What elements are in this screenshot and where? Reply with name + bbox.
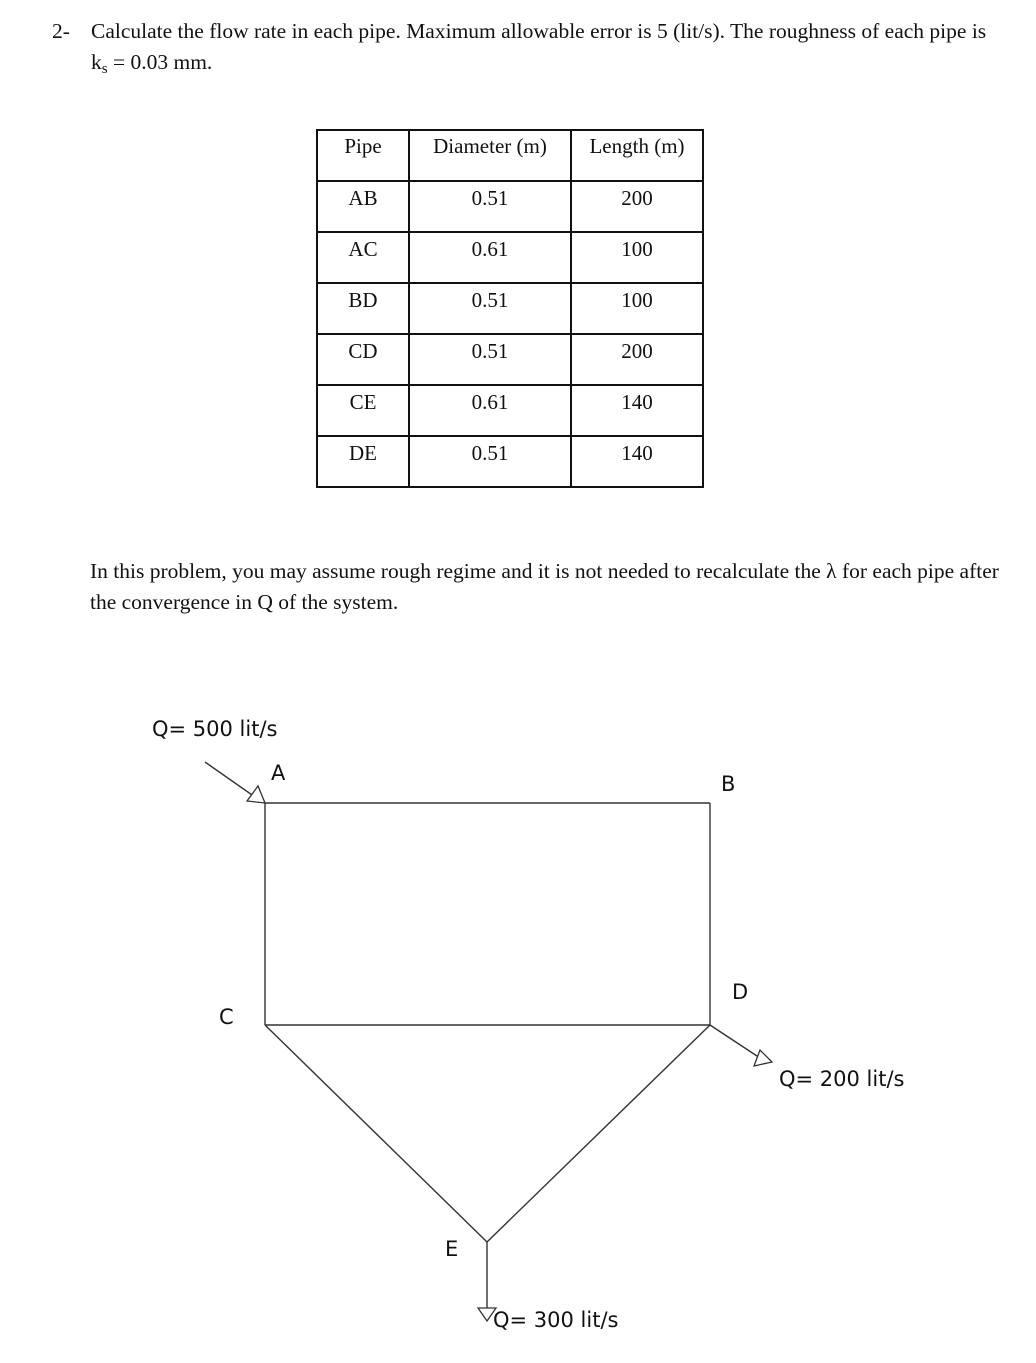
cell-diameter: 0.61 [409, 385, 571, 436]
cell-diameter: 0.61 [409, 232, 571, 283]
cell-pipe: CD [317, 334, 409, 385]
cell-length: 100 [571, 232, 703, 283]
header-length: Length (m) [571, 130, 703, 181]
outflow-arrow-d [710, 1025, 772, 1066]
cell-pipe: AC [317, 232, 409, 283]
problem-text-part2: = 0.03 mm. [107, 50, 213, 74]
roughness-subscript: s [101, 61, 108, 77]
cell-diameter: 0.51 [409, 334, 571, 385]
cell-pipe: BD [317, 283, 409, 334]
node-label-b: B [721, 772, 736, 796]
cell-length: 140 [571, 385, 703, 436]
inflow-arrow-a [205, 762, 265, 803]
cell-diameter: 0.51 [409, 181, 571, 232]
problem-text-part1: Calculate the flow rate in each pipe. Maximum allowable error is 5 (lit/s). The roughness of each pipe is k [91, 19, 987, 74]
arrowhead-icon [754, 1050, 772, 1066]
assumption-note: In this problem, you may assume rough regime and it is not needed to recalculate the λ for each pipe after the convergence in Q of the system. [90, 559, 999, 614]
cell-pipe: DE [317, 436, 409, 487]
arrowhead-icon [247, 786, 265, 803]
cell-length: 200 [571, 334, 703, 385]
flow-label-inflow-a: Q= 500 lit/s [152, 717, 278, 741]
cell-pipe: CE [317, 385, 409, 436]
flow-label-outflow-d: Q= 200 lit/s [779, 1067, 905, 1091]
node-label-c: C [219, 1005, 234, 1029]
pipe-ce [265, 1025, 487, 1242]
node-label-d: D [732, 980, 749, 1004]
header-diameter: Diameter (m) [409, 130, 571, 181]
cell-length: 140 [571, 436, 703, 487]
header-pipe: Pipe [317, 130, 409, 181]
pipe-de [487, 1025, 710, 1242]
pipe-lines [265, 803, 710, 1242]
node-label-a: A [271, 761, 286, 785]
cell-length: 200 [571, 181, 703, 232]
cell-pipe: AB [317, 181, 409, 232]
cell-diameter: 0.51 [409, 436, 571, 487]
cell-length: 100 [571, 283, 703, 334]
flow-label-outflow-e: Q= 300 lit/s [493, 1308, 619, 1332]
problem-number: 2- [52, 19, 70, 43]
cell-diameter: 0.51 [409, 283, 571, 334]
node-label-e: E [445, 1237, 459, 1261]
